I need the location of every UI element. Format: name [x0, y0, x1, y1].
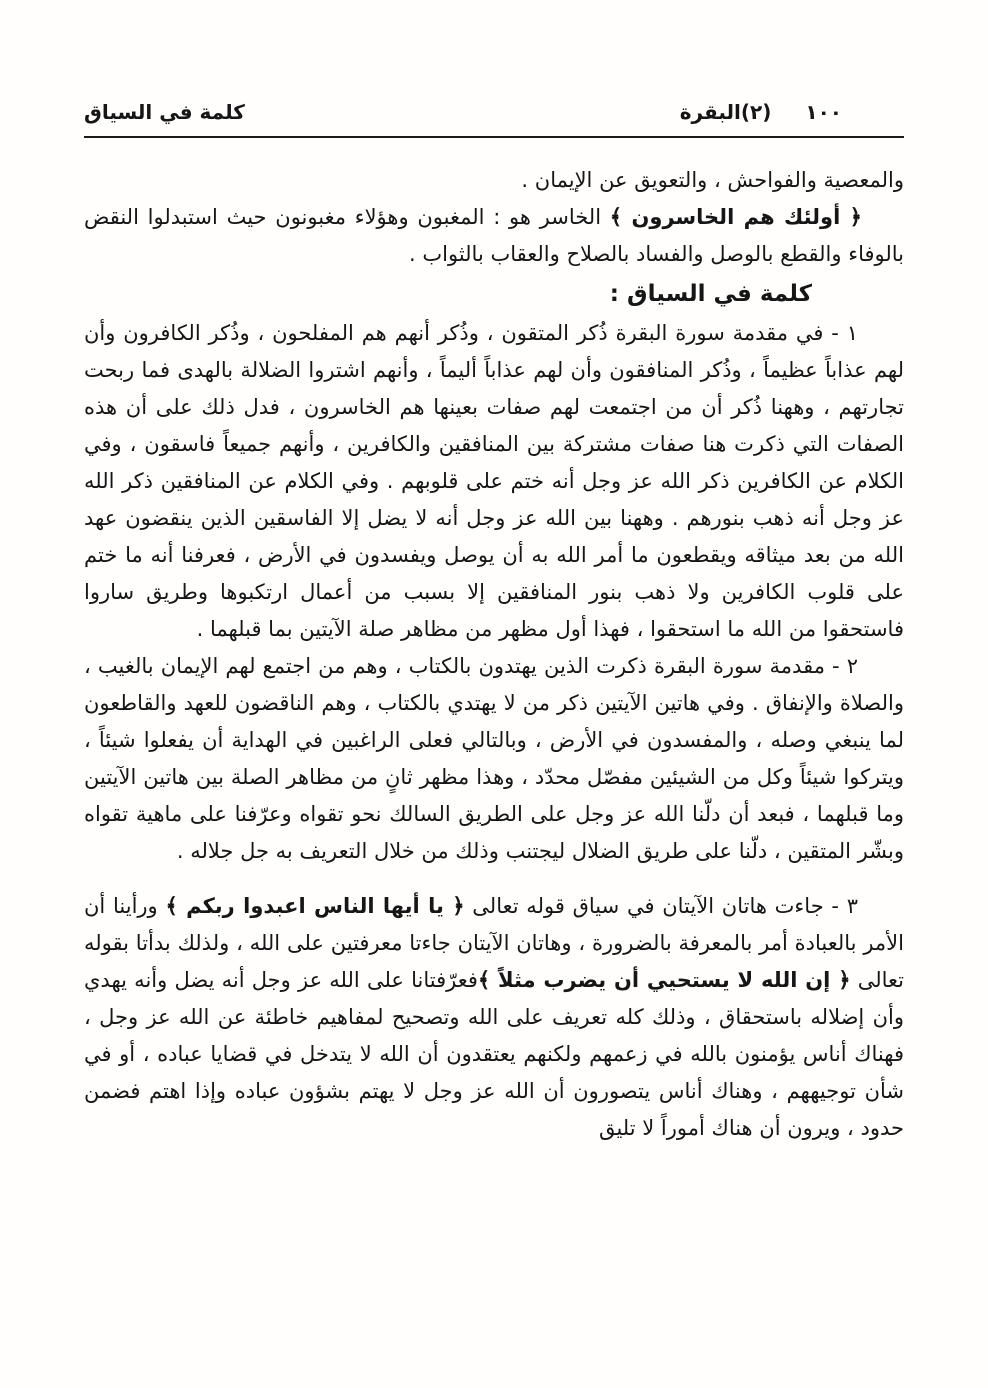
running-title: كلمة في السياق [84, 100, 245, 124]
quran-quote-worship: ﴿ يا أيها الناس اعبدوا ربكم ﴾ [165, 894, 465, 918]
point-2-paragraph: ٢ - مقدمة سورة البقرة ذكرت الذين يهتدون بالكتاب ، وهم من اجتمع لهم الإيمان بالغيب ، والصلاة والإنفاق . وفي هاتين الآيتين ذكر من لا يهتدي بالكتاب ، وهم الناقضون للعهد والقاطعون لما ينبغي وصله ، والمفسدون في الأرض ، وبالتالي فعلى الراغبين في الهداية أن يفعلوا شيئاً ، ويتركوا شيئاً وكل من الشيئين مفصّل محدّد ، وهذا مظهر ثانٍ من مظاهر الصلة بين هاتين الآيتين وما قبلهما ، فبعد أن دلّنا الله عز وجل على الطريق السالك نحو تقواه وعرّفنا على ماهية تقواه وبشّر المتقين ، دلّنا على طريق الضلال ليجتنب وذلك من خلال التعريف به جل جلاله . [84, 654, 904, 863]
point-3-text-1: ٣ - جاءت هاتان الآيتان في سياق قوله تعالى [464, 894, 859, 918]
header-right-group [680, 100, 842, 124]
point-3-text-3: فعرّفتانا على الله عز وجل أنه يضل وأنه يهدي وأن إضلاله باستحقاق ، وذلك كله تعريف على الله وتصحيح لمفاهيم خاطئة عن الله عز وجل ، فهناك أناس يؤمنون بالله في زعمهم ولكنهم يعتقدون أن الله لا يتدخل في قضايا عباده ، أو في شأن توجيههم ، وهناك أناس يتصورون أن الله عز وجل لا يهتم بشؤون عباده وإذا اهتم فضمن حدود ، ويرون أن هناك أموراً لا تليق [84, 968, 904, 1140]
section-heading: كلمة في السياق : [609, 281, 812, 307]
point-1-paragraph: ١ - في مقدمة سورة البقرة ذُكر المتقون ، وذُكر أنهم هم المفلحون ، وذُكر الكافرون وأن لهم عذاباً عظيماً ، وذُكر المنافقون وأن لهم عذاباً أليماً ، وأنهم اشتروا الضلالة بالهدى فما ربحت تجارتهم ، وههنا ذُكر أن من اجتمعت لهم صفات بعينها هم الخاسرون ، فدل ذلك على أن هذه الصفات التي ذكرت هنا صفات مشتركة بين المنافقين والكافرين ، وأنهم جميعاً فاسقون ، وفي الكلام عن الكافرين ذكر الله عز وجل أنه ختم على قلوبهم . وفي الكلام عن المنافقين ذكر الله عز وجل أنه ذهب بنورهم . وههنا بين الله عز وجل أنه لا يضل إلا الفاسقين الذين ينقضون عهد الله من بعد ميثاقه ويقطعون ما أمر الله به أن يوصل ويفسدون في الأرض ، فعرفنا أنه ما ختم على قلوب الكافرين ولا ذهب بنور المنافقين إلا بسبب من أعمال ارتكبوها وطريق ساروا فاستحقوا من الله ما استحقوا ، فهذا أول مظهر من مظاهر صلة الآيتين بما قبلهما . [84, 321, 904, 641]
running-header [84, 100, 904, 124]
losers-paragraph [84, 199, 904, 273]
continuation-paragraph: والمعصية والفواحش ، والتعويق عن الإيمان . [521, 168, 904, 192]
point-3-text-2: ورأينا أن الأمر بالعبادة أمر بالمعرفة بالضرورة ، وهاتان الآيتان جاءتا معرفتين على الله ، ولذلك بدأتا بقوله تعالى [84, 894, 904, 992]
quran-quote-losers: ﴿ أولئك هم الخاسرون ﴾ [609, 205, 862, 229]
header-divider [84, 136, 904, 138]
losers-commentary: الخاسر هو : المغبون وهؤلاء مغبونون حيث استبدلوا النقض بالوفاء والقطع بالوصل والفساد بالصلاح والعقاب بالثواب . [84, 205, 904, 266]
point-3-paragraph [84, 888, 904, 1147]
quran-quote-parable: ﴿ إن الله لا يستحيي أن يضرب مثلاً ﴾ [477, 968, 851, 992]
page-number: ١٠٠ [805, 100, 842, 124]
body-text [84, 162, 904, 1147]
surah-reference: (٢)البقرة [679, 100, 772, 124]
